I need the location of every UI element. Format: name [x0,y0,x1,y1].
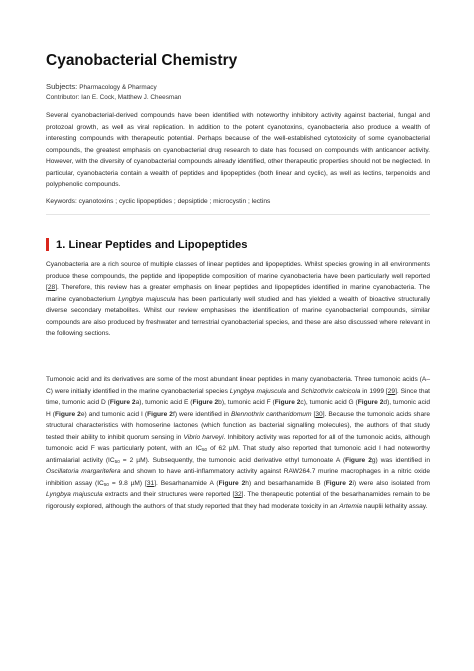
subscript: 50 [114,458,120,464]
subjects-line [46,82,157,91]
citation-link[interactable]: 28 [47,284,56,291]
citation-link[interactable]: 31 [146,479,155,487]
text-run: ]. Therefore, this review has a greater emphasis on linear peptides and lipopeptides identified in marine cyanobacteria. The marine cyanobacterium [46,284,430,303]
text-run: ]. Since that time, tumonic acid D ( [46,387,431,406]
text-run: = 2 µM). Subsequently, the tumonoic acid derivative ethyl tumonoate A ( [119,456,346,464]
section-title: 1. Linear Peptides and Lipopeptides [56,238,248,251]
citation-link[interactable]: 32 [234,491,242,498]
text-run: Tumonoic acid and its derivatives are some of the most abundant linear peptides in many cyanobacteria. Three tumonoic acids (A–C) were initially identified in the marine cyanobacterial species [46,376,430,395]
paragraph-2 [46,374,430,512]
text-run: ) were identified in [174,410,231,418]
divider [46,214,430,215]
figure-letter: b [218,399,222,406]
figure-ref: Figure 2 [147,410,173,418]
figure-letter: f [172,410,175,418]
citation-link[interactable]: 30 [315,410,323,418]
contributor-value: Ian E. Cock, Matthew J. Cheesman [81,94,182,101]
figure-ref: Figure 2 [357,399,384,406]
abstract: Several cyanobacterial-derived compounds have been identified with noteworthy inhibitory activity against bacterial, fungal and protozoal growth, as well as viral replication. In addition to the potent cyanotoxins, cyanobacteria also produce a wealth of interesting compounds with therapeutic potential. Perhaps because of the well-established cytotoxicity of some cyanobacterial compounds, the greatest emphasis on cyanobacterial drug research to date has focused on compounds with anticancer activity. However, with the diversity of cyanobacterial compounds already identified, other therapeutic properties should not be neglected. In particular, cyanobacteria contain a wealth of peptides and lipopeptides (both linear and cyclic), as well as lectins, terpenoids and polyphenolic compounds. [46,112,430,188]
text-run: ) and tumonic acid I ( [84,410,148,418]
figure-letter: a [135,399,140,406]
species-name: Schizothrix calcicola [300,387,361,395]
text-run: extracts and their structures were reported [ [102,491,235,498]
text-run: nauplii lethality assay. [361,502,428,510]
text-run: ]. The therapeutic potential of the besarhanamides remain to be rigorously explored, although the authors of that study reported that they had moderate toxicity in an [46,491,430,510]
species-name: Lyngbya majuscula [46,491,103,498]
species-name: Blennothrix cantharidomum [231,410,312,418]
text-run: [ [311,410,316,418]
text-run: ), tumonic acid G ( [303,399,358,406]
species-name: Artemia [339,502,362,510]
text-run: ), tumonic acid E ( [139,399,193,406]
text-run: ]. Because the tumonoic acids share structural characteristics with homoserine lactones (which function as bacterial signalling molecules), the authors of that study tested their ability to inhibit quorum sensing in [46,410,430,441]
contributor-label: Contributor: [46,94,80,101]
species-name: Vibrio harveyi [183,433,224,441]
figure-ref: Figure 2 [192,399,219,406]
figure-ref: Figure 2 [55,410,81,418]
species-name: Lyngbya majuscula [118,295,176,303]
paragraph-1 [46,259,430,340]
figure-ref: Figure 2 [109,399,136,406]
subscript: 50 [103,481,109,487]
text-run: in 1999 [ [360,387,388,395]
species-name: Lyngbya majuscula [229,387,287,395]
text-run: and [286,387,301,395]
figure-letter: c [300,399,304,406]
keywords-line [46,196,430,208]
text-run: ) was identified in [375,456,430,464]
text-run: ), tumonic acid F ( [221,399,275,406]
figure-letter: h [245,479,249,487]
species-name: Oscillatoria margaritefera [46,468,121,475]
text-run: ) were also isolated from [353,479,431,487]
section-heading [46,238,247,251]
citation-link[interactable]: 29 [387,387,396,395]
subjects-label: Subjects: [46,82,78,91]
text-run: and shown to have anti-inflammatory activity against RAW264.7 murine macrophages in a nitric oxide inhibition assay (IC [46,468,430,487]
section-accent-bar [46,238,49,251]
figure-letter: e [80,410,85,418]
page-title: Cyanobacterial Chemistry [46,52,238,69]
text-run: ), tumonic acid H ( [46,399,430,418]
figure-ref: Figure 2 [274,399,301,406]
text-run: . Inhibitory activity was reported for all of the tumonoic acids, although tumonoic acid F was particularly potent, with an IC [46,433,430,452]
keywords-value: cyanotoxins ; cyclic lipopeptides ; depsiptide ; microcystin ; lectins [78,198,271,205]
figure-ref: Figure 2 [345,456,372,464]
figure-letter: d [383,399,388,406]
text-run: ]. Besarhanamide A ( [154,479,219,487]
text-run: ) and besarhanamide B ( [248,479,326,487]
figure-letter: i [352,479,354,487]
figure-ref: Figure 2 [325,479,353,487]
subjects-value: Pharmacology & Pharmacy [79,84,157,91]
figure-ref: Figure 2 [218,479,246,487]
text-run: of 62 µM. That study also reported that tumonoic acid I had noteworthy antimalarial activity (IC [46,445,430,464]
figure-letter: g [371,456,376,464]
keywords-label: Keywords: [46,198,77,205]
contributor-line [46,94,181,101]
text-run: has been particularly well studied and has yielded a wealth of bioactive structurally diverse secondary metabolites. Whilst our review emphasises the identification of marine cyanobacterial compounds, similar compounds are also produced by freshwater and terrestrial cyanobacterial species, and these are also discussed where relevant in the following sections. [46,295,430,337]
subscript: 50 [202,447,208,452]
text-run: = 9.8 µM) [ [108,479,147,487]
text-run: Cyanobacteria are a rich source of multiple classes of linear peptides and lipopeptides. Whilst species growing in all environments produce these compounds, the peptide and lipopeptide composition of marine cyanobacteria have been particularly well reported [ [46,261,430,291]
